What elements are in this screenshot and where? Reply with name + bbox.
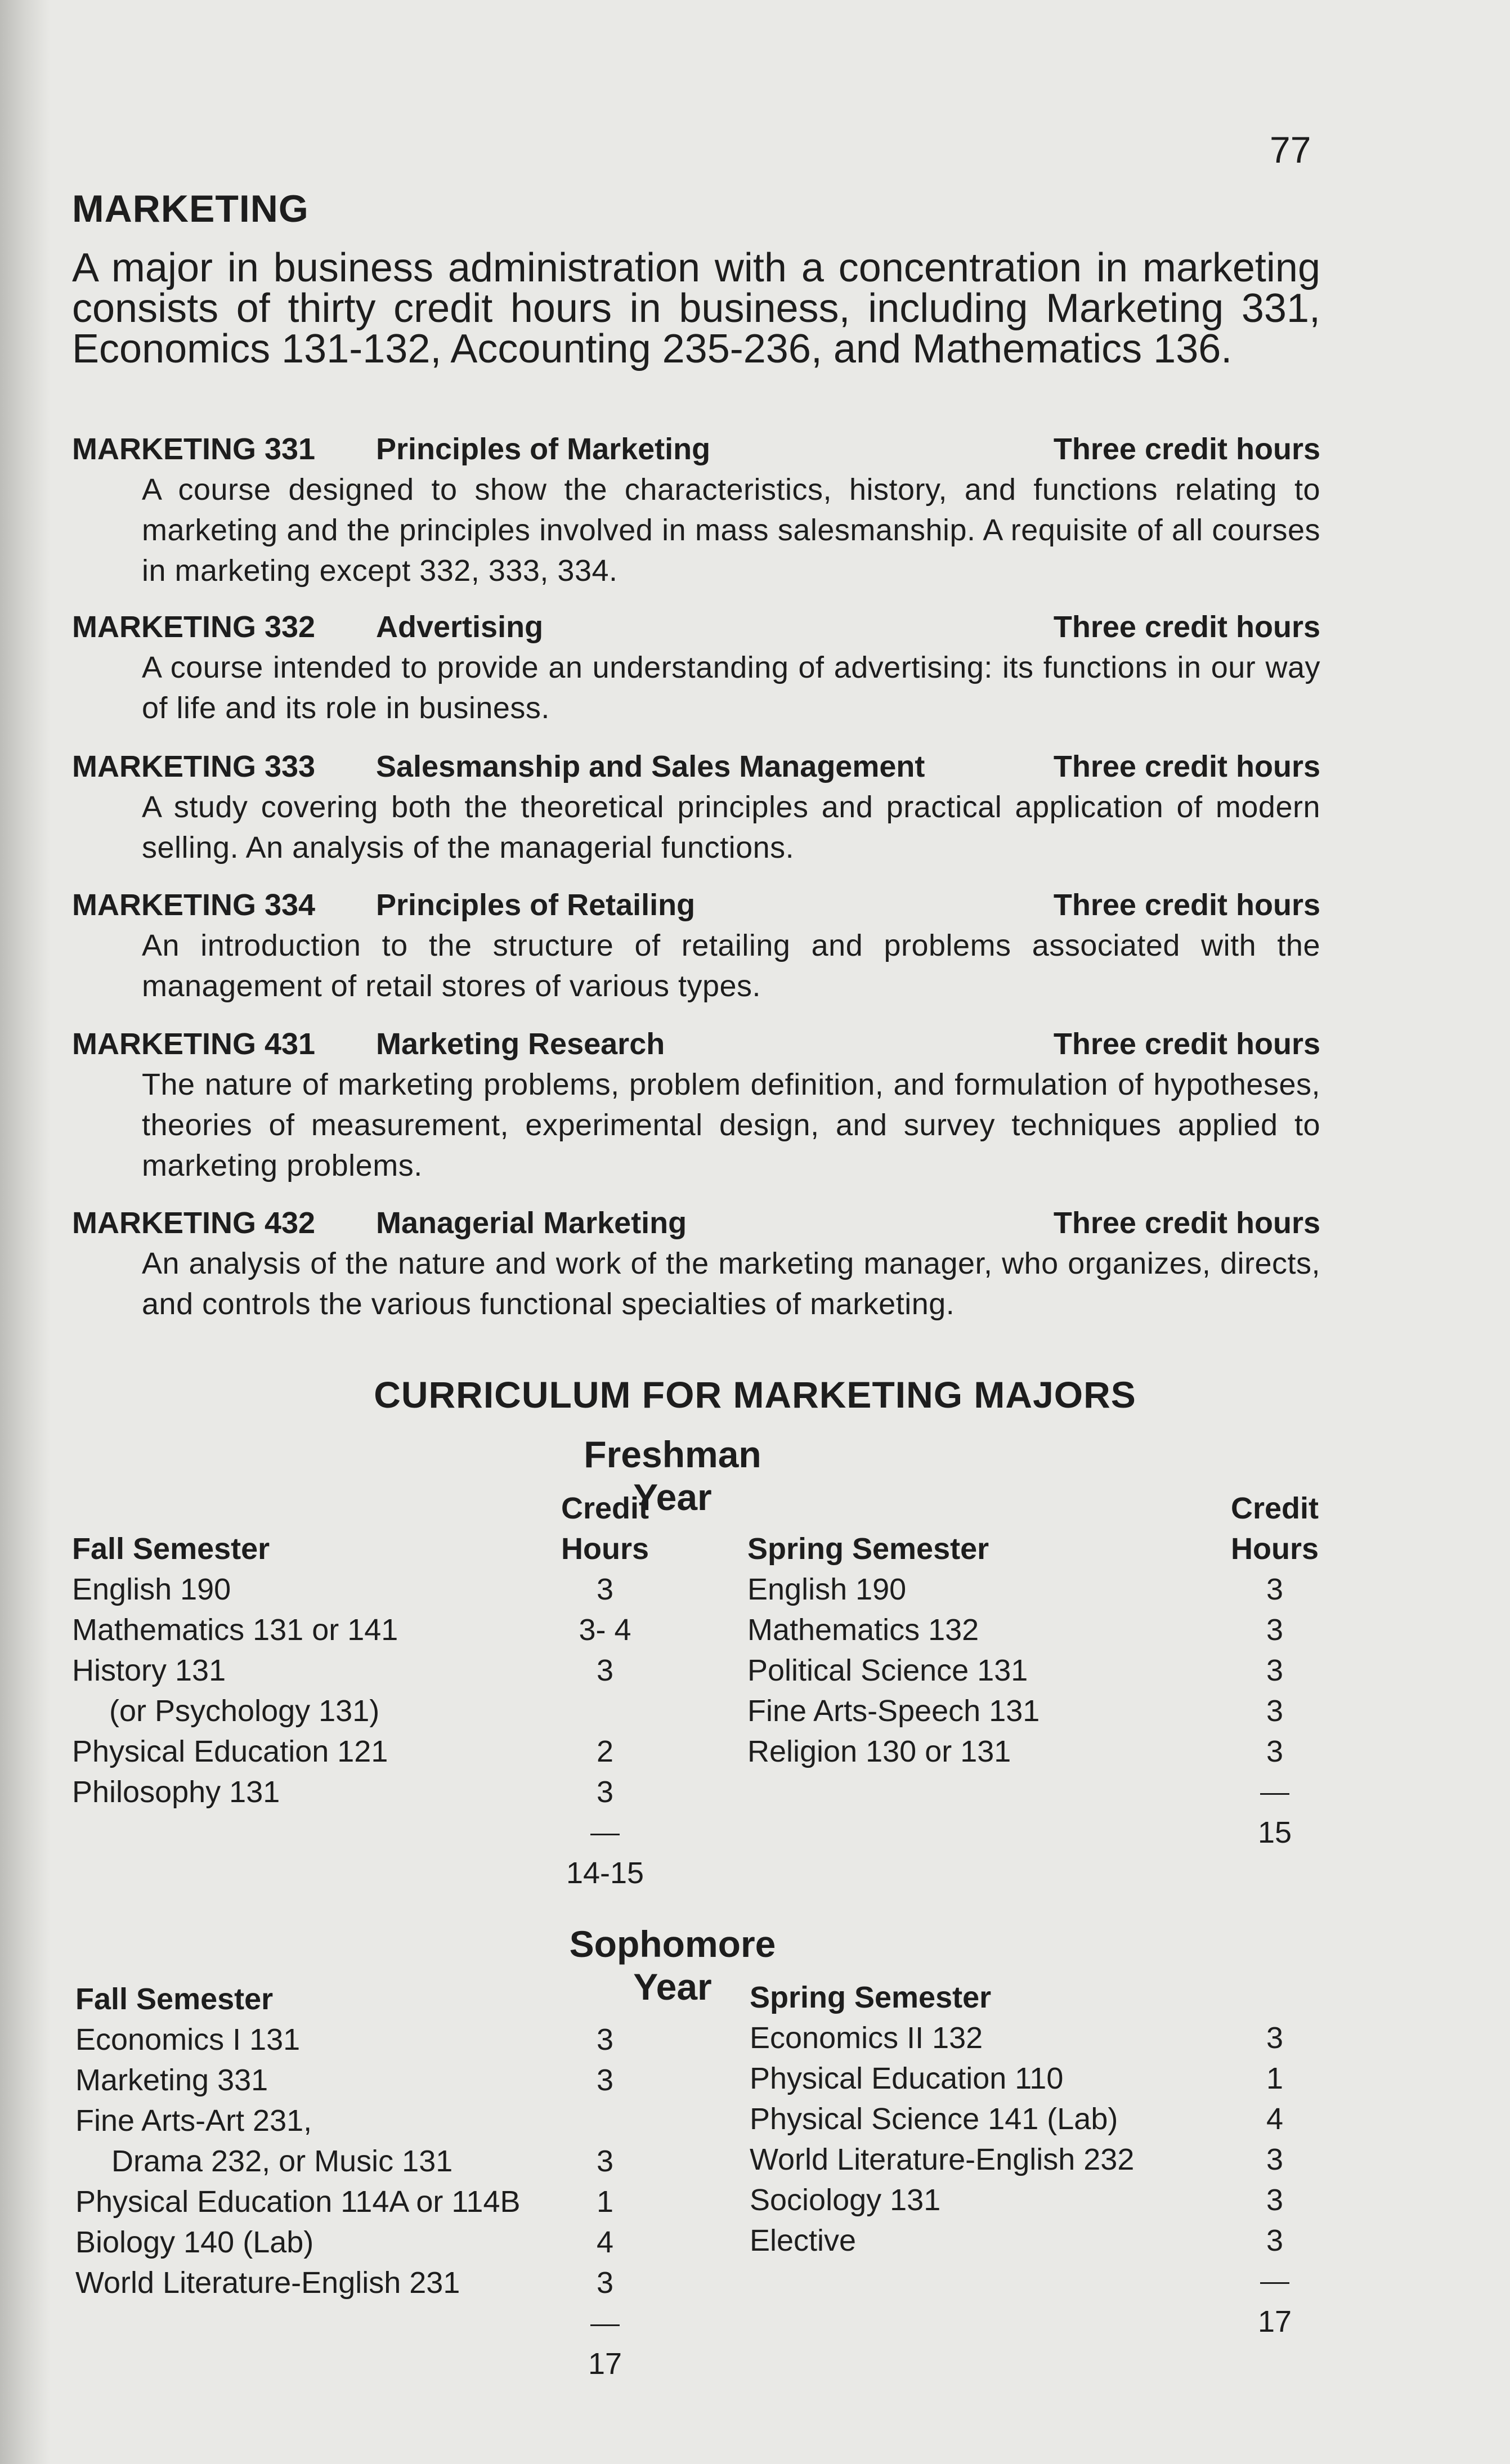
list-item: English 190 [72, 1573, 231, 1606]
course-header [72, 1024, 1320, 1064]
list-item: Economics I 131 [75, 2023, 301, 2057]
sophomore-spring-courses [750, 2018, 1134, 2261]
freshman-fall-courses [72, 1569, 398, 1812]
course-title: Marketing Research [376, 1027, 665, 1061]
section-title: MARKETING [72, 187, 309, 230]
list-item: Philosophy 131 [72, 1775, 280, 1809]
course-credits: Three credit hours [1053, 1206, 1320, 1240]
course-title: Salesmanship and Sales Management [376, 750, 925, 783]
course-number: MARKETING 332 [72, 610, 316, 644]
page-binding-shadow [0, 0, 51, 2464]
course-credits: Three credit hours [1053, 432, 1320, 466]
list-item: Physical Education 110 [750, 2062, 1064, 2095]
course-header [72, 746, 1320, 787]
fall-credit-header: Credit Hours [561, 1491, 649, 1566]
list-item: Marketing 331 [75, 2063, 268, 2097]
course-description: An analysis of the nature and work of the marketing manager, who organizes, directs, and controls the various functional specialties of marketing. [142, 1247, 1320, 1321]
sophomore-spring-label: Spring Semester [750, 1981, 992, 2014]
list-item: History 131 [72, 1654, 226, 1687]
page-number: 77 [1270, 129, 1311, 171]
freshman-spring-hours: 3 3 3 3 3 15 [1210, 1569, 1339, 1853]
freshman-spring-total: 15 [1257, 1816, 1292, 1849]
course-header [72, 885, 1320, 925]
total-rule [1260, 1793, 1289, 1795]
course-marketing-334 [72, 885, 1320, 1006]
course-description: A course designed to show the characteristics, history, and functions relating to marketing and the principles involved in mass salesmanship. A requisite of all courses in marketing except 332, 333, 334. [142, 473, 1320, 588]
list-item: Fine Arts-Speech 131 [747, 1694, 1040, 1728]
course-number: MARKETING 431 [72, 1027, 316, 1061]
list-item: (or Psychology 131) [109, 1694, 380, 1728]
list-item: Religion 130 or 131 [747, 1735, 1011, 1768]
sophomore-fall-hours: 3 3 3 1 4 3 17 [540, 2019, 670, 2384]
sophomore-spring-total: 17 [1257, 2305, 1292, 2338]
list-item: Elective [750, 2224, 857, 2257]
course-marketing-432 [72, 1203, 1320, 1324]
total-rule [1260, 2282, 1289, 2284]
list-item: Drama 232, or Music 131 [111, 2144, 453, 2178]
freshman-fall-label: Fall Semester [72, 1532, 270, 1566]
course-title: Advertising [376, 610, 544, 644]
course-title: Managerial Marketing [376, 1206, 687, 1240]
list-item: Mathematics 131 or 141 [72, 1613, 398, 1647]
freshman-fall-total: 14-15 [566, 1856, 644, 1890]
freshman-year-title: Freshman Year [584, 1433, 761, 1518]
course-marketing-333 [72, 746, 1320, 868]
freshman-spring-label: Spring Semester [747, 1532, 989, 1566]
list-item: English 190 [747, 1573, 907, 1606]
course-description: An introduction to the structure of retailing and problems associated with the management of retail stores of various types. [142, 929, 1320, 1003]
list-item: Fine Arts-Art 231, [75, 2104, 312, 2138]
course-description: A study covering both the theoretical principles and practical application of modern selling. An analysis of the managerial functions. [142, 790, 1320, 864]
total-rule [590, 2324, 620, 2326]
list-item: World Literature-English 232 [750, 2143, 1135, 2176]
course-credits: Three credit hours [1053, 1027, 1320, 1061]
sophomore-fall-courses [75, 2019, 521, 2303]
course-number: MARKETING 432 [72, 1206, 316, 1240]
course-credits: Three credit hours [1053, 610, 1320, 644]
list-item: Political Science 131 [747, 1654, 1028, 1687]
sophomore-year-title: Sophomore Year [569, 1923, 776, 2008]
course-marketing-431 [72, 1024, 1320, 1186]
course-marketing-332 [72, 607, 1320, 728]
spring-credit-header: Credit Hours [1230, 1491, 1319, 1566]
course-header [72, 1203, 1320, 1243]
total-rule [590, 1834, 620, 1835]
course-marketing-331 [72, 429, 1320, 591]
list-item: World Literature-English 231 [75, 2266, 460, 2300]
course-description: A course intended to provide an understanding of advertising: its functions in our way of life and its role in business. [142, 651, 1320, 725]
sophomore-fall-total: 17 [588, 2347, 622, 2381]
list-item: Physical Science 141 (Lab) [750, 2102, 1118, 2136]
course-header [72, 429, 1320, 469]
course-title: Principles of Marketing [376, 432, 711, 466]
course-number: MARKETING 331 [72, 432, 316, 466]
curriculum-title: CURRICULUM FOR MARKETING MAJORS [374, 1374, 1136, 1415]
freshman-spring-courses [747, 1569, 1039, 1772]
list-item: Mathematics 132 [747, 1613, 979, 1647]
sophomore-fall-label: Fall Semester [75, 1982, 274, 2016]
list-item: Economics II 132 [750, 2021, 983, 2055]
course-title: Principles of Retailing [376, 888, 696, 922]
course-header [72, 607, 1320, 647]
list-item: Sociology 131 [750, 2183, 941, 2217]
sophomore-spring-hours: 3 1 4 3 3 3 17 [1210, 2018, 1339, 2342]
course-number: MARKETING 333 [72, 750, 316, 783]
list-item: Biology 140 (Lab) [75, 2225, 314, 2259]
intro-paragraph: A major in business administration with a concentration in marketing consists of thirty credit hours in business, including Marketing 331, Economics 131-132, Accounting 235-236, and Mathematics 136. [72, 245, 1320, 371]
course-number: MARKETING 334 [72, 888, 316, 922]
course-credits: Three credit hours [1053, 888, 1320, 922]
list-item: Physical Education 114A or 114B [75, 2185, 521, 2219]
freshman-fall-hours: 3 3- 4 3 2 3 14-15 [529, 1569, 681, 1893]
course-description: The nature of marketing problems, problem definition, and formulation of hypotheses, theories of measurement, experimental design, and survey techniques applied to marketing problems. [142, 1068, 1320, 1182]
course-credits: Three credit hours [1053, 750, 1320, 783]
list-item: Physical Education 121 [72, 1735, 388, 1768]
